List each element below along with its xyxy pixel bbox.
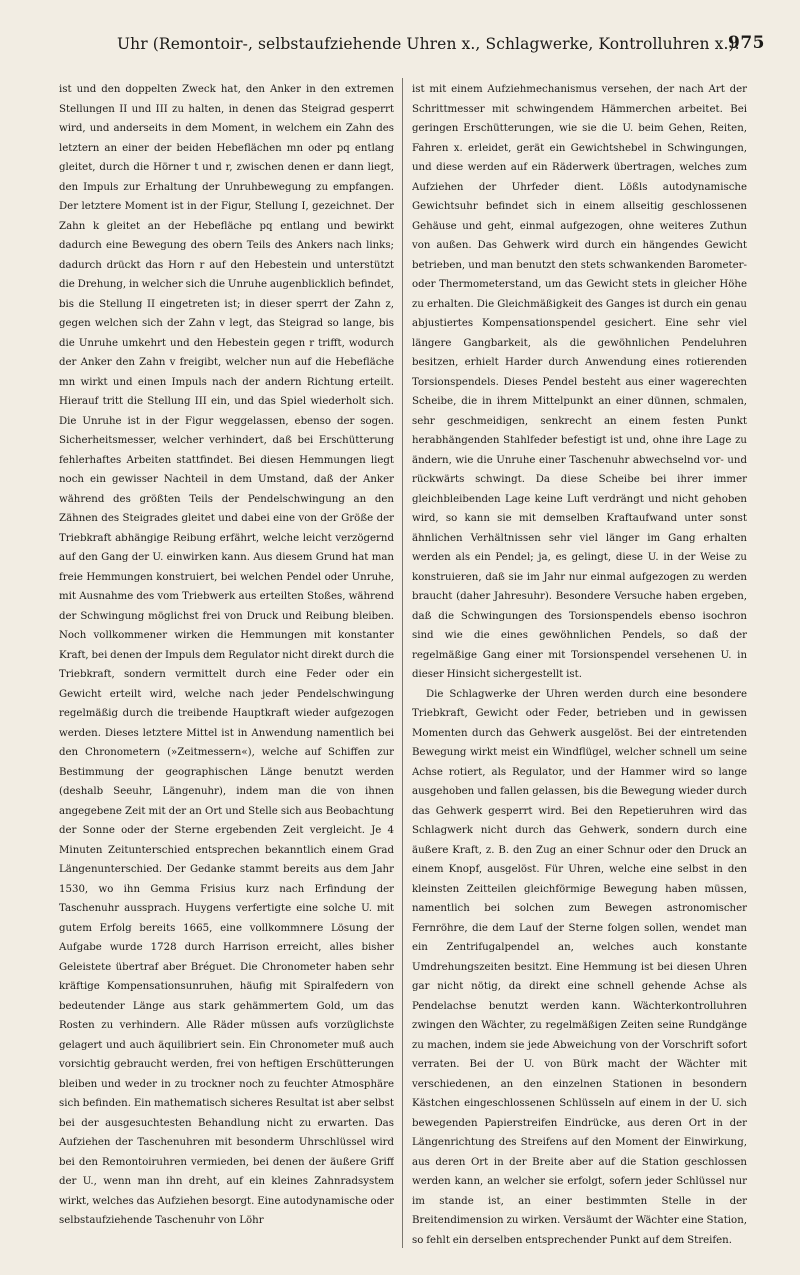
left-column <box>59 80 394 1250</box>
right-column <box>412 80 747 1250</box>
page-number: 975 <box>728 33 765 53</box>
column-divider <box>402 78 403 1248</box>
running-title: Uhr (Remontoir-, selbstaufziehende Uhren x., Schlagwerke, Kontrolluhren x.). <box>117 35 740 53</box>
paragraph: ist mit einem Aufziehmechanismus versehen, der nach Art der Schrittmesser mit schwingendem Hämmerchen arbeitet. Bei geringen Erschütterungen, wie sie die U. beim Gehen, Reiten, Fahren x. erleidet, gerät ein Gewichtshebel in Schwingungen, und diese werden auf ein Räderwerk übertragen, welches zum Aufziehen der Uhrfeder dient. Lößls autodynamische Gewichtsuhr befindet sich in einem allseitig geschlossenen Gehäuse und geht, einmal aufgezogen, ohne weiteres Zuthun von außen. Das Gehwerk wird durch ein hängendes Gewicht betrieben, und man benutzt den stets schwankenden Barometer- oder Thermometerstand, um das Gewicht stets in gleicher Höhe zu erhalten. Die Gleichmäßigkeit des Ganges ist durch ein genau abjustiertes Kompensationspendel gesichert. Eine sehr viel längere Gangbarkeit, als die gewöhnlichen Pendeluhren besitzen, erhielt Harder durch Anwendung eines rotierenden Torsionspendels. Dieses Pendel besteht aus einer wagerechten Scheibe, die in ihrem Mittelpunkt an einer dünnen, schmalen, sehr geschmeidigen, senkrecht an einem festen Punkt herabhängenden Stahlfeder befestigt ist und, ohne ihre Lage zu ändern, wie die Unruhe einer Taschenuhr abwechselnd vor- und rückwärts schwingt. Da diese Scheibe bei ihrer immer gleichbleibenden Lage keine Luft verdrängt und nicht gehoben wird, so kann sie mit demselben Kraftaufwand unter sonst ähnlichen Verhältnissen sehr viel länger im Gang erhalten werden als ein Pendel; ja, es gelingt, diese U. in der Weise zu konstruieren, daß sie im Jahr nur einmal aufgezogen zu werden braucht (daher Jahresuhr). Besondere Versuche haben ergeben, daß die Schwingungen des Torsionspendels ebenso isochron sind wie die eines gewöhnlichen Pendels, so daß der regelmäßige Gang einer mit Torsionspendel versehenen U. in dieser Hinsicht sichergestellt ist. <box>412 84 747 680</box>
paragraph: ist und den doppelten Zweck hat, den Anker in den extremen Stellungen II und III zu halten, in denen das Steigrad gesperrt wird, und anderseits in dem Moment, in welchem ein Zahn des letztern an einer der beiden Hebeflächen mn oder pq entlang gleitet, durch die Hörner t und r, zwischen denen er dann liegt, den Impuls zur Erhaltung der Unruhbewegung zu empfangen. Der letztere Moment ist in der Figur, Stellung I, gezeichnet. Der Zahn k gleitet an der Hebefläche pq entlang und bewirkt dadurch eine Bewegung des obern Teils des Ankers nach links; dadurch drückt das Horn r auf den Hebestein und unterstützt die Drehung, in welcher sich die Unruhe augenblicklich befindet, bis die Stellung II eingetreten ist; in dieser sperrt der Zahn z, gegen welchen sich der Zahn v legt, das Steigrad so lange, bis die Unruhe umkehrt und den Hebestein gegen r trifft, wodurch der Anker den Zahn v freigibt, welcher nun auf die Hebefläche mn wirkt und einen Impuls nach der andern Richtung erteilt. Hierauf tritt die Stellung III ein, und das Spiel wiederholt sich. Die Unruhe ist in der Figur weggelassen, ebenso der sogen. Sicherheitsmesser, welcher verhindert, daß bei Erschütterung fehlerhaftes Arbeiten stattfindet. Bei diesen Hemmungen liegt noch ein gewisser Nachteil in dem Umstand, daß der Anker während des größten Teils der Pendelschwingung an den Zähnen des Steigrades gleitet und dabei eine von der Größe der Triebkraft abhängige Reibung erfährt, welche leicht verzögernd auf den Gang der U. einwirken kann. Aus diesem Grund hat man freie Hemmungen konstruiert, bei welchen Pendel oder Unruhe, mit Ausnahme des vom Triebwerk aus erteilten Stoßes, während der Schwingung möglichst frei von Druck und Reibung bleiben. Noch vollkommener wirken die Hemmungen mit konstanter Kraft, bei denen der Impuls dem Regulator nicht direkt durch die Triebkraft, sondern vermittelt durch eine Feder oder ein Gewicht erteilt wird, welche nach jeder Pendelschwingung regelmäßig durch die treibende Hauptkraft wieder aufgezogen werden. Dieses letztere Mittel ist in Anwendung namentlich bei den Chronometern (»Zeitmessern«), welche auf Schiffen zur Bestimmung der geographischen Länge benutzt werden (deshalb Seeuhr, Längenuhr), indem man die von ihnen angegebene Zeit mit der an Ort und Stelle sich aus Beobachtung der Sonne oder der Sterne ergebenden Zeit vergleicht. Je 4 Minuten Zeitunterschied entsprechen bekanntlich einem Grad Längenunterschied. Der Gedanke stammt bereits aus dem Jahr 1530, wo ihn Gemma Frisius kurz nach Erfindung der Taschenuhr aussprach. Huygens verfertigte eine solche U. mit gutem Erfolg bereits 1665, eine vollkommnere Lösung der Aufgabe wurde 1728 durch Harrison erreicht, alles bisher Geleistete übertraf aber Bréguet. Die Chronometer haben sehr kräftige Kompensationsunruhen, häufig mit Spiralfedern von bedeutender Länge aus stark gehämmertem Gold, um das Rosten zu verhindern. Alle Räder müssen aufs vorzüglichste gelagert und auch äquilibriert sein. Ein Chronometer muß auch vorsichtig gebraucht werden, frei von heftigen Erschütterungen bleiben und weder in zu trockner noch zu feuchter Atmosphäre sich befinden. Ein mathematisch sicheres Resultat ist aber selbst bei der ausgesuchtesten Behandlung nicht zu erwarten. Das Aufziehen der Taschenuhren mit besonderm Uhrschlüssel wird bei den Remontoiruhren vermieden, bei denen der äußere Griff der U., wenn man ihn dreht, auf ein kleines Zahnradsystem wirkt, welches das Aufziehen besorgt. Eine autodynamische oder selbstaufziehende Taschenuhr von Löhr <box>59 84 394 1226</box>
paragraph: Die Schlagwerke der Uhren werden durch eine besondere Triebkraft, Gewicht oder Feder, betrieben und in gewissen Momenten durch das Gehwerk ausgelöst. Bei der eintretenden Bewegung wirkt meist ein Windflügel, welcher schnell um seine Achse rotiert, als Regulator, und der Hammer wird so lange ausgehoben und fallen gelassen, bis die Bewegung wieder durch das Gehwerk gesperrt wird. Bei den Repetieruhren wird das Schlagwerk nicht durch das Gehwerk, sondern durch eine äußere Kraft, z. B. den Zug an einer Schnur oder den Druck an einem Knopf, ausgelöst. Für Uhren, welche eine selbst in den kleinsten Zeitteilen gleichförmige Bewegung haben müssen, namentlich bei solchen zum Bewegen astronomischer Fernröhre, die dem Lauf der Sterne folgen sollen, wendet man ein Zentrifugalpendel an, welches auch konstante Umdrehungszeiten besitzt. Eine Hemmung ist bei diesen Uhren gar nicht nötig, da direkt eine schnell gehende Achse als Pendelachse benutzt werden kann. Wächterkontrolluhren zwingen den Wächter, zu regelmäßigen Zeiten seine Rundgänge zu machen, indem sie jede Abweichung von der Vorschrift sofort verraten. Bei der U. von Bürk macht der Wächter mit verschiedenen, an den einzelnen Stationen in besondern Kästchen eingeschlossenen Schlüsseln auf einem in der U. sich bewegenden Papierstreifen Eindrücke, aus deren Ort in der Längenrichtung des Streifens auf den Moment der Einwirkung, aus deren Ort in der Breite aber auf die Station geschlossen werden kann, an welcher sie erfolgt, sofern jeder Schlüssel nur im stande ist, an einer bestimmten Stelle in der Breitendimension zu wirken. Versäumt der Wächter eine Station, so fehlt ein derselben entsprechender Punkt auf dem Streifen. <box>412 688 747 1246</box>
running-header <box>0 30 800 58</box>
